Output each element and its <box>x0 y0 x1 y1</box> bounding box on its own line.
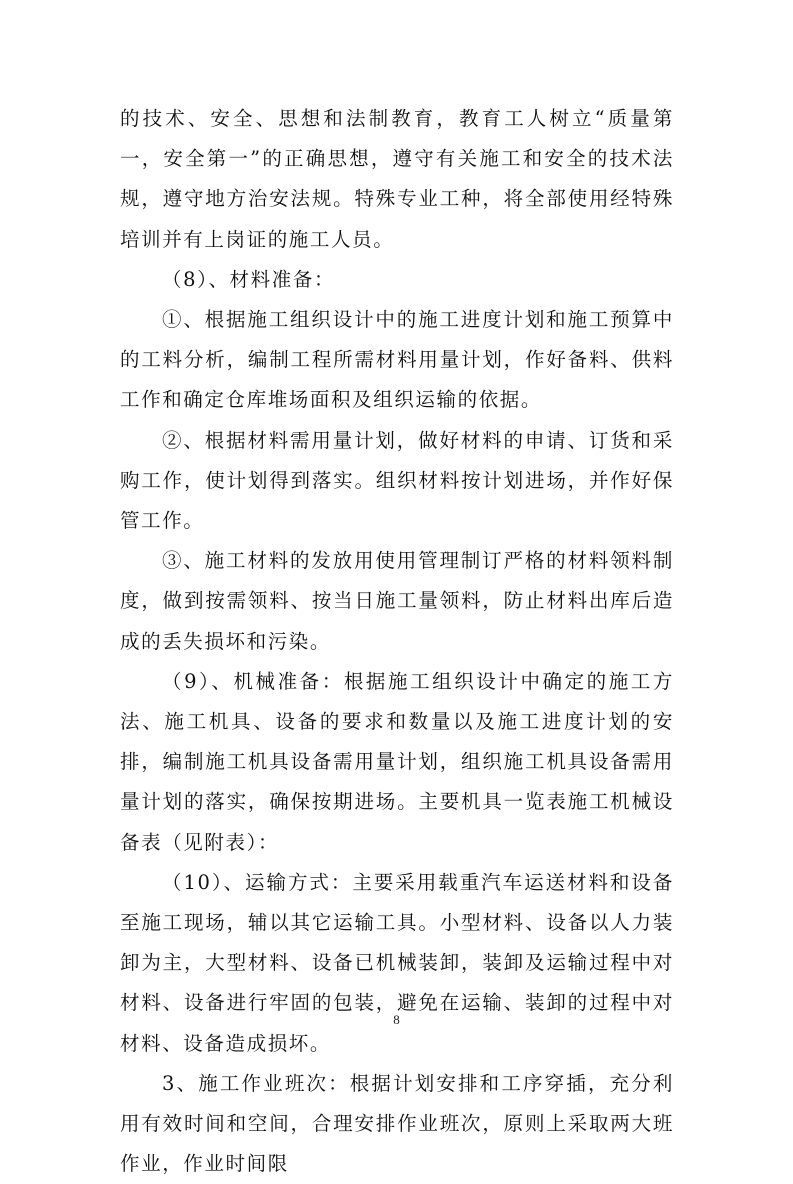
paragraph-machinery-preparation: （9）、机械准备：根据施工组织设计中确定的施工方法、施工机具、设备的要求和数量以及施工进度计划的安排，编制施工机具设备需用量计划，组织施工机具设备需用量计划的落实，确保按期进场。主要机具一览表施工机械设备表（见附表）： <box>120 669 674 854</box>
paragraph-work-shifts: 3、施工作业班次：根据计划安排和工序穿插，充分利用有效时间和空间，合理安排作业班次，原则上采取两大班作业，作业时间限 <box>120 1071 674 1176</box>
paragraph-transport-method: （10）、运输方式：主要采用载重汽车运送材料和设备至施工现场，辅以其它运输工具。小型材料、设备以人力装卸为主，大型材料、设备已机械装卸，装卸及运输过程中对材料、设备进行牢固的包装，避免在运输、装卸的过程中对材料、设备造成损坏。 <box>120 870 674 1055</box>
page-number: 8 <box>393 1012 400 1027</box>
heading-material-preparation: （8）、材料准备： <box>162 267 336 291</box>
paragraph-material-item-3: ③、施工材料的发放用使用管理制订严格的材料领料制度，做到按需领料、按当日施工量领料，防止材料出库后造成的丢失损坏和污染。 <box>120 549 674 653</box>
paragraph-education-continued: 的技术、安全、思想和法制教育，教育工人树立“质量第一，安全第一”的正确思想，遵守有关施工和安全的技术法规，遵守地方治安法规。特殊专业工种，将全部使用经特殊培训并有上岗证的施工人员。 <box>120 107 674 251</box>
paragraph-material-item-1: ①、根据施工组织设计中的施工进度计划和施工预算中的工料分析，编制工程所需材料用量计划，作好备料、供料工作和确定仓库堆场面积及组织运输的依据。 <box>120 308 674 412</box>
paragraph-material-item-2: ②、根据材料需用量计划，做好材料的申请、订货和采购工作，使计划得到落实。组织材料按计划进场，并作好保管工作。 <box>120 428 674 533</box>
